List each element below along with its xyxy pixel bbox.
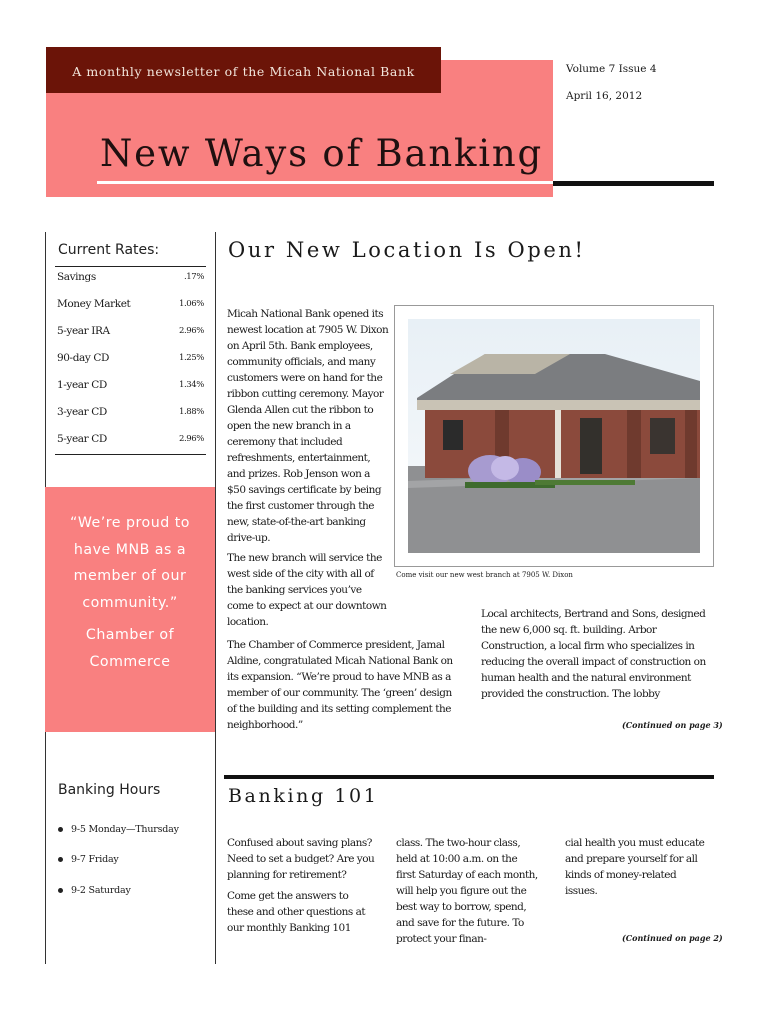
rate-label: 1-year CD	[57, 379, 107, 391]
column	[627, 410, 641, 478]
window	[443, 420, 463, 450]
newsletter-title: New Ways of Banking	[100, 132, 544, 175]
continued-note: (Continued on page 2)	[622, 933, 723, 943]
bullet-icon	[58, 857, 63, 862]
rate-row	[57, 271, 204, 283]
rate-label: 90-day CD	[57, 352, 110, 364]
hours-text: 9-5 Monday—Thursday	[71, 824, 179, 835]
rate-row	[57, 379, 204, 391]
hours-item	[58, 885, 131, 896]
rate-row	[57, 406, 204, 418]
pull-quote-source: Chamber of Commerce	[85, 627, 175, 670]
rate-row	[57, 433, 204, 445]
rate-label: 3-year CD	[57, 406, 107, 418]
window	[650, 418, 675, 454]
article-column-1-wide	[227, 637, 456, 738]
banking101-column-1	[227, 835, 377, 941]
banking101-column-2	[396, 835, 538, 952]
issue-date: April 16, 2012	[566, 90, 643, 102]
fascia	[417, 400, 700, 410]
article-paragraph: Local architects, Bertrand and Sons, designed the new 6,000 sq. ft. building. Arbor Construction, a local firm who specializes in reducing the overall impact of construction on human health and the natural environment provided the construction. The lobby	[481, 608, 706, 700]
article-heading: Our New Location Is Open!	[228, 238, 586, 262]
branch-photo	[394, 305, 714, 567]
rate-value: 1.06%	[178, 299, 204, 309]
rate-value: 2.96%	[178, 434, 204, 444]
hours-heading: Banking Hours	[58, 782, 161, 798]
hours-text: 9-2 Saturday	[71, 885, 131, 896]
banking101-paragraph: cial health you must educate and prepare yourself for all kinds of money-related issues.	[565, 837, 705, 897]
pull-quote: “We’re proud to have MNB as a member of our community.”	[69, 515, 190, 611]
rate-value: 1.34%	[178, 380, 204, 390]
bullet-icon	[58, 827, 63, 832]
column	[685, 410, 697, 478]
article-paragraph: The Chamber of Commerce president, Jamal Aldine, congratulated Micah National Bank on its expansion. “We’re proud to have MNB as a member of our community. The ‘green’ design of the building and its setting complement the neighborhood.”	[227, 639, 453, 731]
hours-text: 9-7 Friday	[71, 854, 119, 865]
banking101-paragraph: Come get the answers to these and other questions at our monthly Banking 101	[227, 890, 366, 934]
hours-item	[58, 854, 119, 865]
rate-label: Money Market	[57, 298, 131, 310]
rate-row	[57, 352, 204, 364]
rates-heading: Current Rates:	[58, 242, 160, 258]
banking101-column-3	[565, 835, 710, 904]
rate-value: 1.25%	[178, 353, 204, 363]
article-column-1	[227, 306, 389, 551]
column	[555, 410, 561, 478]
masthead-accent	[441, 60, 553, 93]
rate-value: .17%	[184, 272, 204, 282]
shrub	[491, 456, 519, 480]
rate-label: Savings	[57, 271, 96, 283]
hours-item	[58, 824, 179, 835]
sidebar-right-rule	[215, 232, 216, 964]
masthead-divider	[553, 181, 714, 186]
rate-label: 5-year IRA	[57, 325, 110, 337]
rate-row	[57, 325, 204, 337]
photo-caption: Come visit our new west branch at 7905 W. Dixon	[396, 571, 573, 579]
continued-note: (Continued on page 3)	[622, 720, 723, 730]
rate-row	[57, 298, 204, 310]
title-underline	[97, 181, 553, 184]
bullet-icon	[58, 888, 63, 893]
section-divider	[224, 775, 714, 779]
rates-divider	[55, 454, 206, 455]
rate-value: 2.96%	[178, 326, 204, 336]
rate-label: 5-year CD	[57, 433, 107, 445]
branch-building-image	[395, 306, 713, 566]
tagline: A monthly newsletter of the Micah National Bank	[72, 64, 415, 79]
issue-number: Volume 7 Issue 4	[566, 63, 657, 75]
banking101-heading: Banking 101	[228, 785, 379, 807]
banking101-paragraph: Confused about saving plans? Need to set a budget? Are you planning for retirement?	[227, 837, 375, 881]
lawn	[535, 480, 635, 485]
door	[580, 418, 602, 474]
article-column-2	[481, 606, 713, 707]
rate-value: 1.88%	[178, 407, 204, 417]
banking101-paragraph: class. The two-hour class, held at 10:00 a.m. on the first Saturday of each month, will help you figure out the best way to borrow, spend, and save for the future. To protect your finan-	[396, 837, 538, 945]
article-column-1-cont	[227, 550, 389, 635]
article-paragraph: The new branch will service the west side of the city with all of the banking services you’ve come to expect at our downtown location.	[227, 552, 387, 628]
rates-divider	[55, 266, 206, 267]
article-paragraph: Micah National Bank opened its newest location at 7905 W. Dixon on April 5th. Bank employees, community officials, and many customers were on hand for the ribbon cutting ceremony. Mayor Glenda Allen cut the ribbon to open the new branch in a ceremony that included refreshments, entertainment, and prizes. Rob Jenson won a $50 savings certificate by being the first customer through the new, state-of-the-art banking drive-up.	[227, 308, 389, 544]
